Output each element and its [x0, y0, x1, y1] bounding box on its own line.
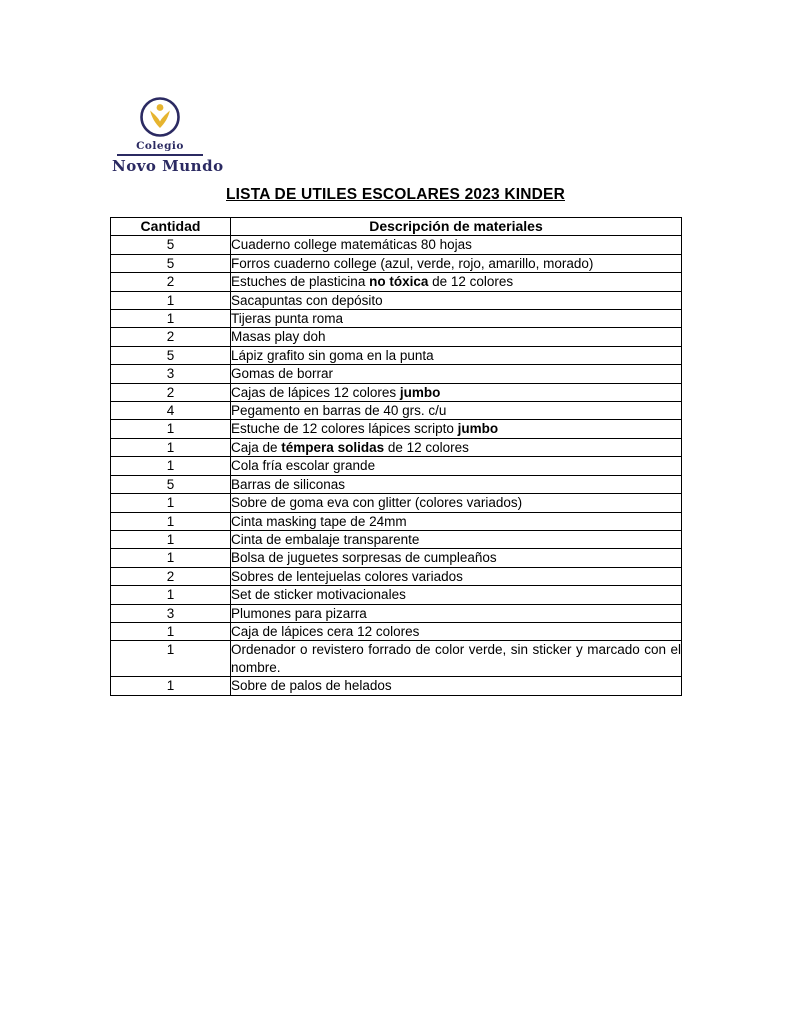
description-cell: Estuche de 12 colores lápices scripto jumbo [231, 420, 682, 438]
materials-table-body [111, 236, 682, 695]
description-cell: Tijeras punta roma [231, 310, 682, 328]
logo-figure-icon [139, 96, 181, 138]
quantity-cell: 1 [111, 291, 231, 309]
quantity-cell: 1 [111, 622, 231, 640]
table-row [111, 530, 682, 548]
description-cell: Plumones para pizarra [231, 604, 682, 622]
table-row [111, 346, 682, 364]
description-cell: Barras de siliconas [231, 475, 682, 493]
quantity-cell: 5 [111, 254, 231, 272]
table-row [111, 549, 682, 567]
description-cell: Ordenador o revistero forrado de color verde, sin sticker y marcado con el nombre. [231, 642, 681, 675]
description-cell: Forros cuaderno college (azul, verde, rojo, amarillo, morado) [231, 254, 682, 272]
table-row [111, 236, 682, 254]
description-cell: Caja de témpera solidas de 12 colores [231, 438, 682, 456]
quantity-cell: 1 [111, 457, 231, 475]
table-row [111, 438, 682, 456]
quantity-cell: 5 [111, 346, 231, 364]
table-row [111, 494, 682, 512]
quantity-cell: 5 [111, 236, 231, 254]
quantity-cell: 1 [111, 438, 231, 456]
header-cantidad: Cantidad [111, 218, 231, 236]
quantity-cell: 1 [111, 586, 231, 604]
table-row [111, 457, 682, 475]
table-row [111, 586, 682, 604]
description-cell: Sobre de palos de helados [231, 677, 682, 695]
quantity-cell: 4 [111, 402, 231, 420]
description-cell: Cola fría escolar grande [231, 457, 682, 475]
description-cell: Estuches de plasticina no tóxica de 12 colores [231, 273, 682, 291]
table-row [111, 328, 682, 346]
quantity-cell: 1 [111, 677, 231, 695]
description-cell: Pegamento en barras de 40 grs. c/u [231, 402, 682, 420]
table-row [111, 512, 682, 530]
description-cell: Lápiz grafito sin goma en la punta [231, 346, 682, 364]
table-row [111, 604, 682, 622]
table-row [111, 420, 682, 438]
table-row [111, 273, 682, 291]
quantity-cell: 1 [111, 512, 231, 530]
quantity-cell: 2 [111, 273, 231, 291]
table-row [111, 291, 682, 309]
quantity-cell: 2 [111, 328, 231, 346]
table-row [111, 402, 682, 420]
table-row [111, 254, 682, 272]
quantity-cell: 3 [111, 365, 231, 383]
description-cell: Cinta de embalaje transparente [231, 530, 682, 548]
page-title: LISTA DE UTILES ESCOLARES 2023 KINDER [226, 186, 565, 203]
description-cell: Masas play doh [231, 328, 682, 346]
school-logo [112, 96, 224, 175]
quantity-cell: 3 [111, 604, 231, 622]
table-row [111, 677, 682, 695]
table-header-row [111, 218, 682, 236]
table-row [111, 567, 682, 585]
description-cell: Sobres de lentejuelas colores variados [231, 567, 682, 585]
quantity-cell: 2 [111, 567, 231, 585]
table-row [111, 383, 682, 401]
quantity-cell: 1 [111, 420, 231, 438]
quantity-cell: 5 [111, 475, 231, 493]
description-cell: Set de sticker motivacionales [231, 586, 682, 604]
school-name-top: Colegio [136, 140, 184, 152]
table-row [111, 641, 682, 677]
description-cell: Cuaderno college matemáticas 80 hojas [231, 236, 682, 254]
logo-divider [117, 154, 203, 156]
description-cell: Bolsa de juguetes sorpresas de cumpleaños [231, 549, 682, 567]
quantity-cell: 2 [111, 383, 231, 401]
materials-table [110, 217, 682, 696]
header-descripcion: Descripción de materiales [231, 218, 682, 236]
description-cell: Sobre de goma eva con glitter (colores variados) [231, 494, 682, 512]
quantity-cell: 1 [111, 641, 231, 677]
quantity-cell: 1 [111, 310, 231, 328]
description-cell: Gomas de borrar [231, 365, 682, 383]
description-cell: Cinta masking tape de 24mm [231, 512, 682, 530]
table-row [111, 475, 682, 493]
description-cell: Sacapuntas con depósito [231, 291, 682, 309]
table-row [111, 365, 682, 383]
quantity-cell: 1 [111, 549, 231, 567]
table-row [111, 310, 682, 328]
description-cell: Cajas de lápices 12 colores jumbo [231, 383, 682, 401]
school-name-bottom: Novo Mundo [112, 157, 224, 175]
description-cell: Caja de lápices cera 12 colores [231, 622, 682, 640]
quantity-cell: 1 [111, 530, 231, 548]
quantity-cell: 1 [111, 494, 231, 512]
table-row [111, 622, 682, 640]
